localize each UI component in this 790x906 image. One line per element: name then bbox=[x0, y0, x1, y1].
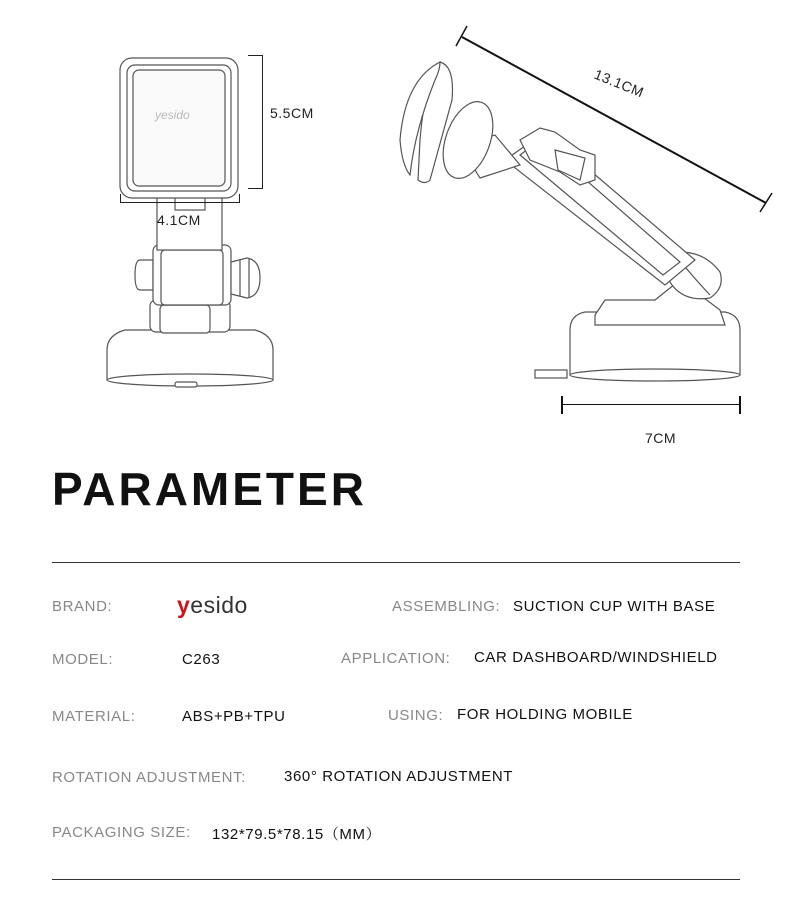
height-dimension-bracket bbox=[248, 55, 263, 189]
model-label: MODEL: bbox=[52, 651, 114, 668]
base-dimension-label: 7CM bbox=[645, 430, 677, 446]
front-view-drawing bbox=[95, 50, 335, 410]
base-dimension-tick-right bbox=[739, 396, 741, 414]
base-dimension-tick-left bbox=[561, 396, 563, 414]
height-dimension-label: 5.5CM bbox=[270, 105, 314, 121]
model-value: C263 bbox=[182, 651, 221, 668]
width-dimension-label: 4.1CM bbox=[157, 212, 201, 228]
application-value: CAR DASHBOARD/WINDSHIELD bbox=[474, 649, 718, 666]
using-value: FOR HOLDING MOBILE bbox=[457, 706, 633, 723]
application-label: APPLICATION: bbox=[341, 650, 451, 667]
packaging-value: 132*79.5*78.15（MM） bbox=[212, 826, 382, 843]
base-dimension-line bbox=[562, 404, 740, 405]
material-value: ABS+PB+TPU bbox=[182, 708, 286, 725]
brand-logo-rest: esido bbox=[190, 592, 248, 618]
assembling-label: ASSEMBLING: bbox=[392, 598, 501, 615]
brand-label: BRAND: bbox=[52, 598, 113, 615]
length-dimension-label: 13.1CM bbox=[592, 66, 647, 101]
assembling-value: SUCTION CUP WITH BASE bbox=[513, 598, 716, 615]
section-title: PARAMETER bbox=[52, 463, 367, 515]
device-logo: yesido bbox=[155, 108, 190, 122]
rotation-value: 360° ROTATION ADJUSTMENT bbox=[284, 768, 514, 785]
brand-logo bbox=[177, 592, 248, 619]
width-dimension-bracket bbox=[120, 194, 240, 203]
brand-logo-initial: y bbox=[177, 592, 191, 618]
bottom-divider bbox=[52, 879, 740, 880]
material-label: MATERIAL: bbox=[52, 708, 136, 725]
length-dimension-line bbox=[450, 15, 780, 225]
using-label: USING: bbox=[388, 707, 444, 724]
packaging-label: PACKAGING SIZE: bbox=[52, 824, 191, 841]
rotation-label: ROTATION ADJUSTMENT: bbox=[52, 769, 246, 786]
top-divider bbox=[52, 562, 740, 563]
